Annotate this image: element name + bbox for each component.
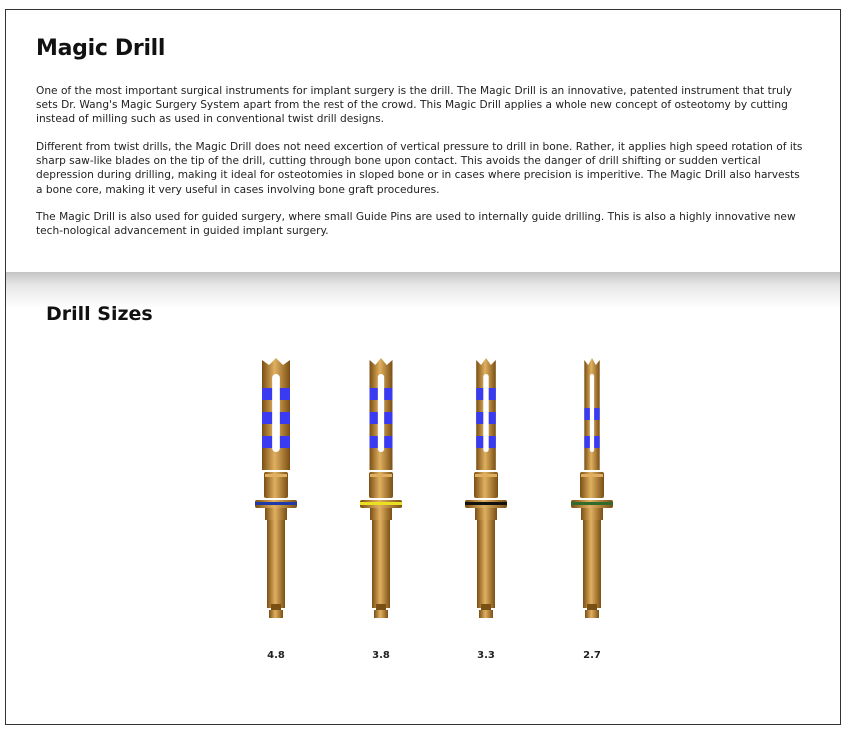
drill-image-2-7: [562, 350, 622, 620]
drill-sizes-title: Drill Sizes: [46, 303, 153, 325]
drill-neck: [265, 508, 287, 520]
drill-shank: [267, 520, 285, 608]
drill-neck: [475, 508, 497, 520]
drill-slot: [590, 374, 594, 452]
drill-shank: [372, 520, 390, 608]
drill-latch-groove: [376, 604, 386, 610]
page-title: Magic Drill: [36, 36, 166, 61]
drill-image-3-8: [351, 350, 411, 620]
drill-latch-groove: [271, 604, 281, 610]
drill-neck: [370, 508, 392, 520]
drill-shank: [583, 520, 601, 608]
drill-collar-highlight: [475, 474, 497, 477]
drill-latch-groove: [587, 604, 597, 610]
drill-slot: [483, 374, 488, 452]
drill-shank: [477, 520, 495, 608]
drill-shank-end: [269, 610, 283, 618]
intro-paragraph-1: One of the most important surgical instruments for implant surgery is the drill. The Magic Drill is an innovative, patented instrument that truly sets Dr. Wang's Magic Surgery System apart from the rest of the crowd. This Magic Drill applies a whole new concept of osteotomy by cutting instead of milling such as used in conventional twist drill designs.: [36, 85, 793, 126]
page-frame: [5, 9, 841, 725]
drill-size-label: 2.7: [583, 650, 601, 661]
drill-color-ring: [255, 502, 297, 505]
drill-tip-teeth: [584, 358, 599, 368]
drill-color-ring: [571, 502, 613, 505]
intro-paragraph-2: Different from twist drills, the Magic Drill does not need excertion of vertical pressure to drill in bone. Rather, it applies high speed rotation of its sharp saw-like blades on the tip of the drill, cutting through bone upon contact. This avoids the danger of drill shifting or sudden vertical depression during drilling, making it ideal for osteotomies in sloped bone or in cases where precision is imperitive. The Magic Drill also harvests a bone core, making it very useful in cases involving bone graft procedures.: [36, 141, 803, 196]
drill-color-ring: [465, 502, 507, 505]
drill-shank-end: [585, 610, 599, 618]
drill-neck: [581, 508, 603, 520]
drill-color-ring: [360, 502, 402, 505]
drill-slot: [378, 374, 384, 452]
drill-size-label: 3.3: [477, 650, 495, 661]
drill-shank-end: [374, 610, 388, 618]
drill-tip-teeth: [262, 358, 290, 368]
drill-image-4-8: [246, 350, 306, 620]
drill-latch-groove: [481, 604, 491, 610]
drill-tip-teeth: [476, 358, 496, 368]
drill-collar-highlight: [265, 474, 287, 477]
drill-tip-teeth: [370, 358, 393, 368]
drill-shank-end: [479, 610, 493, 618]
drill-slot: [272, 374, 280, 452]
drill-collar-highlight: [370, 474, 392, 477]
drill-image-3-3: [456, 350, 516, 620]
drill-size-label: 3.8: [372, 650, 390, 661]
drill-collar-highlight: [581, 474, 603, 477]
intro-panel: [6, 10, 840, 272]
intro-paragraph-3: The Magic Drill is also used for guided surgery, where small Guide Pins are used to internally guide drilling. This is also a highly innovative new tech-nological advancement in guided implant surgery.: [36, 211, 796, 238]
drill-size-label: 4.8: [267, 650, 285, 661]
